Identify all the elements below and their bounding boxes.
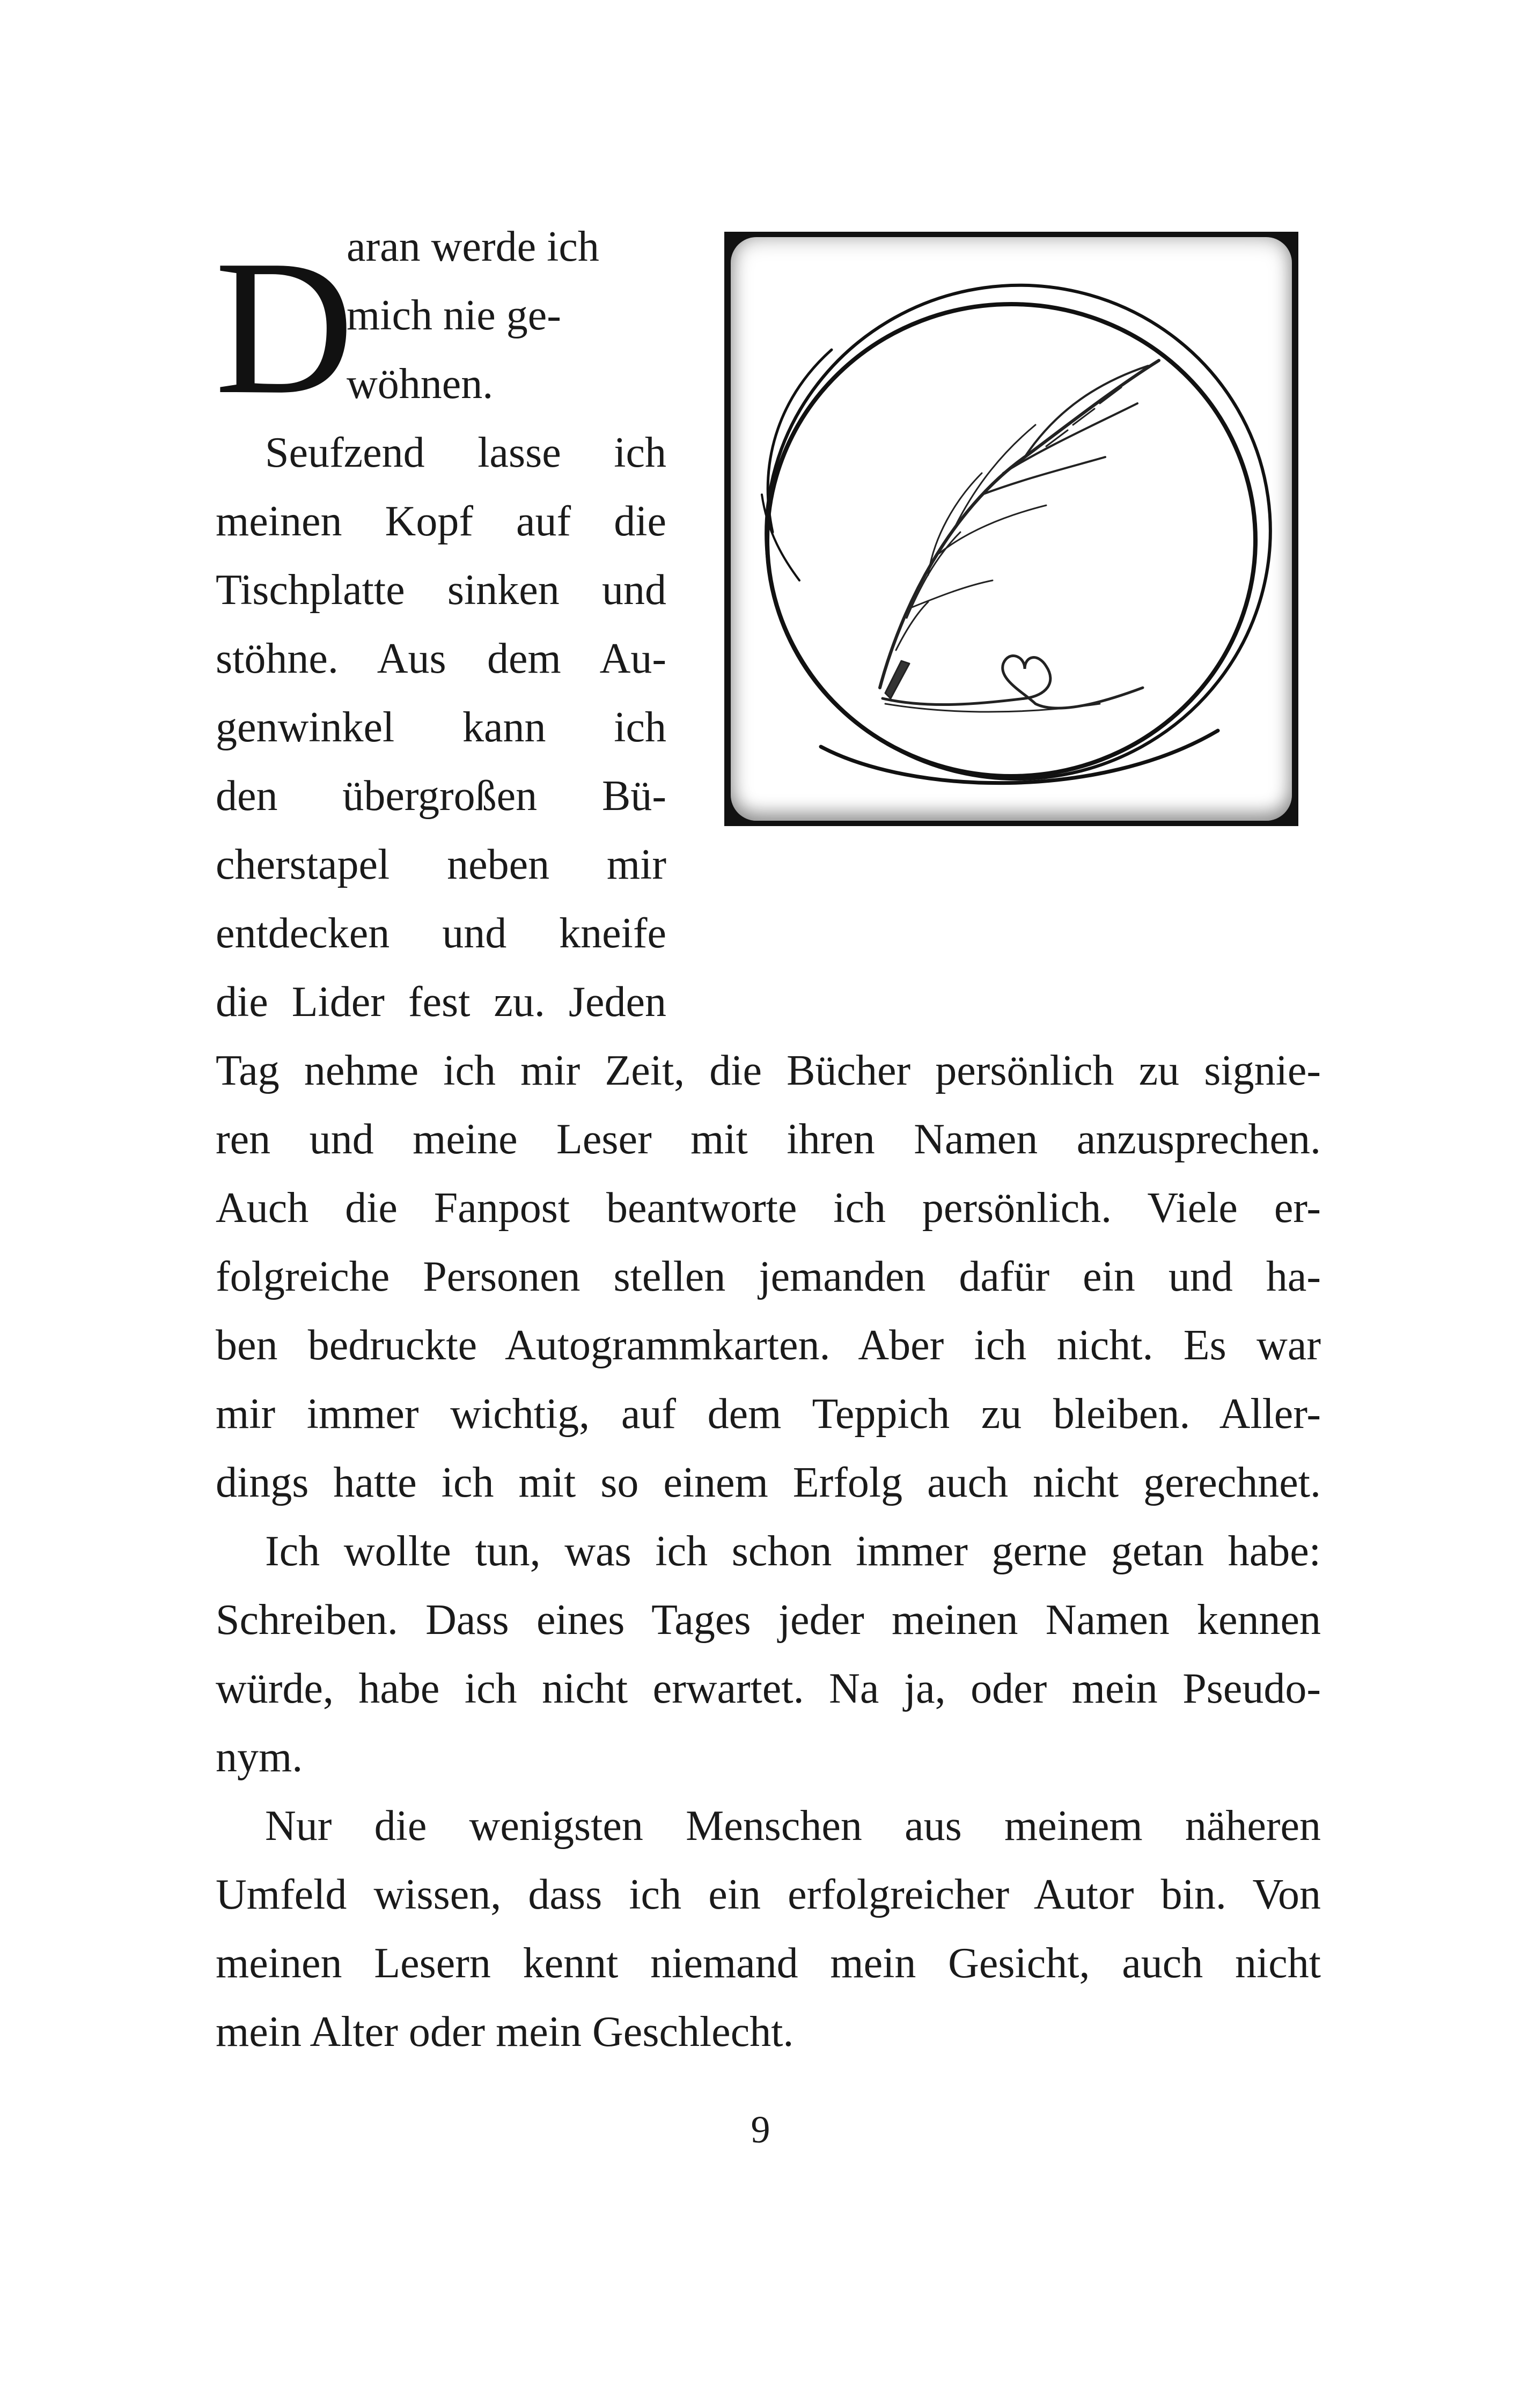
text-line: Tag nehme ich mir Zeit, die Bücher persönlich zu signie- bbox=[216, 1047, 1321, 1094]
quill-heart-icon bbox=[724, 232, 1298, 826]
text-line: genwinkel kann ich bbox=[216, 704, 666, 751]
text-line: stöhne. Aus dem Au- bbox=[216, 635, 666, 682]
page-number: 9 bbox=[751, 2108, 770, 2151]
text-line: dings hatte ich mit so einem Erfolg auch nicht gerechnet. bbox=[216, 1459, 1321, 1506]
text-line: ben bedruckte Autogrammkarten. Aber ich nicht. Es war bbox=[216, 1322, 1321, 1369]
text-line: cherstapel neben mir bbox=[216, 841, 666, 888]
text-line: entdecken und kneife bbox=[216, 910, 666, 957]
drop-cap: D bbox=[215, 220, 354, 434]
text-line: meinen Lesern kennt niemand mein Gesicht, auch nicht bbox=[216, 1940, 1321, 1987]
text-line: den übergroßen Bü- bbox=[216, 772, 666, 820]
text-line: mich nie ge- bbox=[347, 292, 561, 339]
text-line: folgreiche Personen stellen jemanden dafür ein und ha- bbox=[216, 1253, 1321, 1300]
text-line: würde, habe ich nicht erwartet. Na ja, oder mein Pseudo- bbox=[216, 1665, 1321, 1712]
text-line: Umfeld wissen, dass ich ein erfolgreicher Autor bin. Von bbox=[216, 1871, 1321, 1918]
text-line: ren und meine Leser mit ihren Namen anzusprechen. bbox=[216, 1116, 1321, 1163]
illustration-frame bbox=[724, 232, 1298, 826]
text-line: mir immer wichtig, auf dem Teppich zu bleiben. Aller- bbox=[216, 1390, 1321, 1438]
text-line: Ich wollte tun, was ich schon immer gerne getan habe: bbox=[265, 1528, 1321, 1575]
text-line: mein Alter oder mein Geschlecht. bbox=[216, 2008, 794, 2056]
text-line: Nur die wenigsten Menschen aus meinem näheren bbox=[265, 1802, 1321, 1850]
text-line: meinen Kopf auf die bbox=[216, 498, 666, 545]
text-line: Seufzend lasse ich bbox=[265, 429, 666, 476]
text-line: nym. bbox=[216, 1734, 303, 1781]
text-line: Auch die Fanpost beantworte ich persönlich. Viele er- bbox=[216, 1184, 1321, 1232]
text-line: wöhnen. bbox=[347, 360, 494, 408]
text-line: die Lider fest zu. Jeden bbox=[216, 978, 666, 1026]
text-line: Schreiben. Dass eines Tages jeder meinen Namen kennen bbox=[216, 1596, 1321, 1644]
text-line: Tischplatte sinken und bbox=[216, 566, 666, 614]
text-line: aran werde ich bbox=[347, 223, 599, 270]
